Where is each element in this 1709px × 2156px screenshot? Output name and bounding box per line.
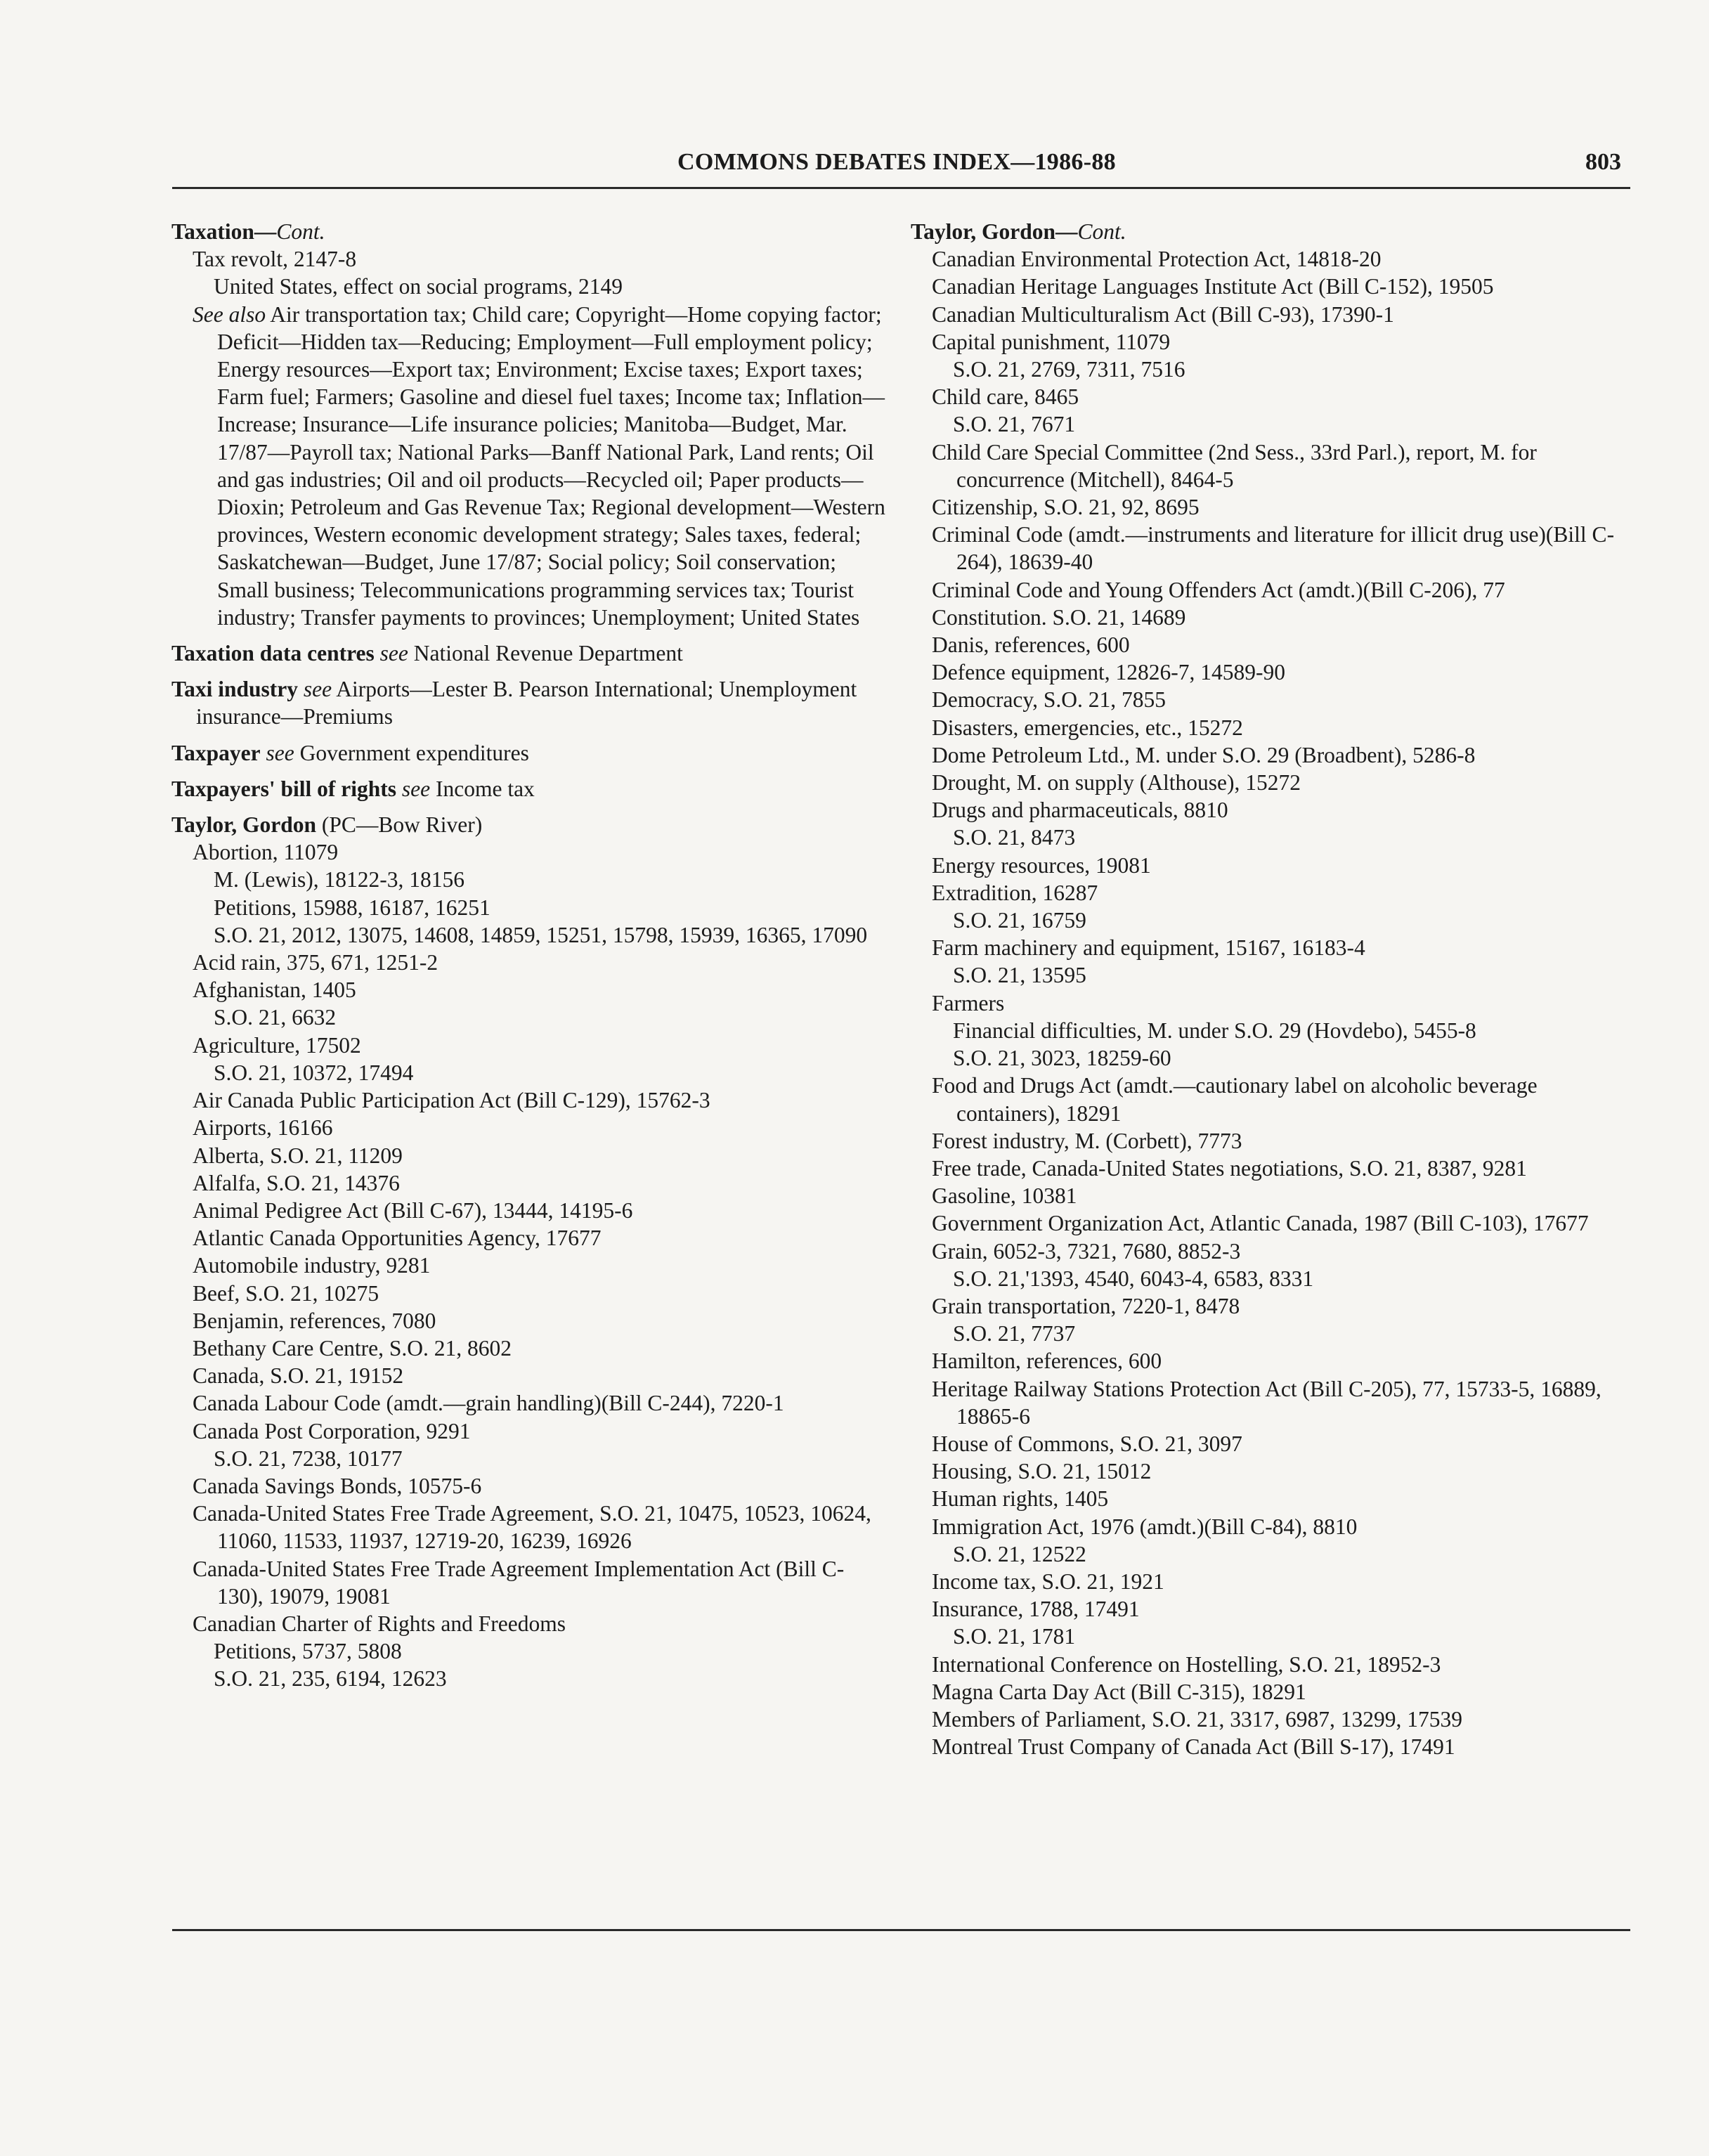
entry-text: Airports—Lester B. Pearson International; Unemployment insurance—Premiums	[196, 677, 857, 729]
entry-text: Canadian Charter of Rights and Freedoms	[193, 1611, 566, 1636]
index-subentry	[171, 1197, 888, 1224]
entry-text: S.O. 21, 12522	[953, 1541, 1086, 1566]
entry-text: Democracy, S.O. 21, 7855	[932, 687, 1167, 713]
index-subentry	[171, 949, 888, 976]
entry-text: National Revenue Department	[413, 641, 683, 666]
entry-text: Alberta, S.O. 21, 11209	[193, 1143, 403, 1168]
entry-text: Benjamin, references, 7080	[193, 1308, 436, 1333]
heading-term: Taylor, Gordon	[171, 812, 316, 838]
entry-text: Bethany Care Centre, S.O. 21, 8602	[193, 1335, 512, 1361]
entry-text: Government expenditures	[299, 740, 529, 765]
entry-text: Canada Savings Bonds, 10575-6	[193, 1473, 482, 1498]
index-subentry	[911, 1430, 1627, 1457]
entry-text: Citizenship, S.O. 21, 92, 8695	[932, 495, 1200, 520]
heading-term: Taxation data centres	[171, 641, 375, 666]
entry-text: Automobile industry, 9281	[193, 1253, 431, 1278]
heading-term: Taxpayer	[171, 740, 261, 765]
entry-text: S.O. 21, 235, 6194, 12623	[214, 1666, 447, 1691]
index-subentry	[911, 686, 1627, 713]
index-subentry	[171, 1142, 888, 1169]
entry-text: Alfalfa, S.O. 21, 14376	[193, 1170, 400, 1195]
index-subentry	[911, 1072, 1627, 1126]
index-subentry	[911, 1706, 1627, 1733]
index-subentry	[911, 245, 1627, 273]
index-subentry	[171, 1555, 888, 1610]
entry-text: S.O. 21, 2012, 13075, 14608, 14859, 15251, 15798, 15939, 16365, 17090	[214, 922, 868, 947]
index-heading	[171, 639, 888, 667]
index-column-right	[911, 218, 1627, 1760]
index-subentry	[911, 273, 1627, 300]
entry-text: Grain, 6052-3, 7321, 7680, 8852-3	[932, 1238, 1241, 1264]
entry-text: Montreal Trust Company of Canada Act (Bill S-17), 17491	[932, 1734, 1455, 1760]
index-subsubentry	[171, 866, 888, 893]
entry-text: Drugs and pharmaceuticals, 8810	[932, 798, 1228, 823]
entry-text: S.O. 21, 3023, 18259-60	[953, 1046, 1171, 1071]
index-subsubentry	[171, 1059, 888, 1086]
index-subentry	[911, 879, 1627, 907]
index-subsubentry	[911, 410, 1627, 438]
entry-text: Tax revolt, 2147-8	[193, 247, 357, 272]
index-subentry	[171, 301, 888, 631]
entry-text: Agriculture, 17502	[193, 1032, 361, 1058]
index-heading	[171, 739, 888, 767]
index-subentry	[911, 1678, 1627, 1706]
index-subentry	[171, 976, 888, 1004]
index-subentry	[911, 1733, 1627, 1760]
index-subsubentry	[171, 273, 888, 300]
index-subentry	[911, 989, 1627, 1017]
index-subentry	[911, 769, 1627, 796]
entry-text: Airports, 16166	[193, 1115, 333, 1141]
header-rule	[172, 187, 1630, 189]
entry-text: Air Canada Public Participation Act (Bill C-129), 15762-3	[193, 1088, 710, 1113]
entry-text: (PC—Bow River)	[321, 812, 483, 838]
entry-text: Criminal Code (amdt.—instruments and literature for illicit drug use)(Bill C-264), 18639-40	[932, 522, 1615, 575]
index-subentry	[171, 1417, 888, 1445]
index-subentry	[911, 934, 1627, 961]
index-subentry	[171, 1252, 888, 1279]
entry-text: Grain transportation, 7220-1, 8478	[932, 1293, 1240, 1318]
index-subentry	[171, 1472, 888, 1500]
entry-text: S.O. 21, 7737	[953, 1321, 1076, 1346]
entry-text: House of Commons, S.O. 21, 3097	[932, 1431, 1242, 1456]
index-subentry	[171, 1114, 888, 1141]
entry-text: Disasters, emergencies, etc., 15272	[932, 715, 1243, 740]
index-subentry	[911, 1182, 1627, 1209]
index-subentry	[911, 328, 1627, 356]
entry-text: Animal Pedigree Act (Bill C-67), 13444, 14195-6	[193, 1197, 633, 1223]
entry-text: Petitions, 15988, 16187, 16251	[214, 895, 490, 920]
index-subentry	[171, 838, 888, 866]
entry-text: S.O. 21, 2769, 7311, 7516	[953, 357, 1185, 382]
index-subsubentry	[911, 907, 1627, 934]
entry-text: Members of Parliament, S.O. 21, 3317, 6987, 13299, 17539	[932, 1706, 1463, 1732]
entry-text: S.O. 21, 1781	[953, 1624, 1076, 1649]
entry-text: Government Organization Act, Atlantic Canada, 1987 (Bill C-103), 17677	[932, 1211, 1589, 1236]
cross-reference-label: see	[379, 641, 408, 666]
entry-text: Petitions, 5737, 5808	[214, 1639, 402, 1664]
index-subentry	[171, 1500, 888, 1554]
index-subsubentry	[171, 894, 888, 921]
entry-text: Farm machinery and equipment, 15167, 16183-4	[932, 935, 1365, 961]
index-subentry	[911, 301, 1627, 328]
index-subentry	[171, 1224, 888, 1252]
cross-reference-label: See also	[193, 301, 266, 327]
entry-text: Hamilton, references, 600	[932, 1349, 1162, 1374]
entry-text: Drought, M. on supply (Althouse), 15272	[932, 770, 1301, 795]
page-title: COMMONS DEBATES INDEX—1986-88	[677, 149, 1116, 175]
entry-text: Housing, S.O. 21, 15012	[932, 1459, 1152, 1484]
heading-term: Taxi industry	[171, 677, 299, 702]
index-heading	[911, 218, 1627, 245]
entry-text: Canadian Heritage Languages Institute Act (Bill C-152), 19505	[932, 274, 1494, 299]
cross-reference-label: see	[266, 740, 294, 765]
entry-text: S.O. 21, 13595	[953, 963, 1086, 988]
entry-text: Heritage Railway Stations Protection Act (Bill C-205), 77, 15733-5, 16889, 18865-6	[932, 1376, 1601, 1429]
index-heading	[171, 218, 888, 245]
index-subentry	[171, 1280, 888, 1307]
entry-text: Free trade, Canada-United States negotiations, S.O. 21, 8387, 9281	[932, 1155, 1527, 1181]
index-subsubentry	[171, 1445, 888, 1472]
entry-text: Insurance, 1788, 17491	[932, 1597, 1140, 1622]
cross-reference-label: see	[303, 677, 332, 702]
entry-text: Constitution. S.O. 21, 14689	[932, 604, 1186, 630]
index-subentry	[911, 604, 1627, 631]
entry-text: Child Care Special Committee (2nd Sess., 33rd Parl.), report, M. for concurrence (Mitchell), 8464-5	[932, 439, 1537, 492]
entry-text: Beef, S.O. 21, 10275	[193, 1280, 379, 1306]
entry-text: S.O. 21, 7671	[953, 412, 1076, 437]
entry-text: Canada Labour Code (amdt.—grain handling)(Bill C-244), 7220-1	[193, 1391, 784, 1416]
index-subentry	[911, 493, 1627, 521]
entry-text: S.O. 21, 6632	[214, 1005, 337, 1030]
entry-text: Criminal Code and Young Offenders Act (amdt.)(Bill C-206), 77	[932, 577, 1505, 602]
entry-text: M. (Lewis), 18122-3, 18156	[214, 867, 464, 892]
index-subentry	[171, 1334, 888, 1362]
heading-term: Taxpayers' bill of rights	[171, 776, 396, 801]
index-subsubentry	[911, 961, 1627, 989]
cross-reference-label: see	[401, 776, 431, 801]
index-subentry	[911, 852, 1627, 879]
entry-text: Capital punishment, 11079	[932, 329, 1171, 354]
index-subentry	[911, 1568, 1627, 1595]
index-subentry	[911, 1485, 1627, 1512]
entry-text: Danis, references, 600	[932, 632, 1130, 658]
entry-text: Food and Drugs Act (amdt.—cautionary label on alcoholic beverage containers), 18291	[932, 1073, 1538, 1126]
entry-text: Dome Petroleum Ltd., M. under S.O. 29 (Broadbent), 5286-8	[932, 742, 1476, 767]
entry-text: Extradition, 16287	[932, 880, 1098, 905]
entry-text: Air transportation tax; Child care; Copyright—Home copying factor; Deficit—Hidden tax—Reducing; Employment—Full employment policy; Energy resources—Export tax; Environment; Excise taxes; Export taxes; Farm fuel; Farmers; Gasoline and diesel fuel taxes; Income tax; Inflation—Increase; Insurance—Life insurance policies; Manitoba—Budget, Mar. 17/87—Payroll tax; National Parks—Banff National Park, Land rents; Oil and gas industries; Oil and oil products—Recycled oil; Paper products—Dioxin; Petroleum and Gas Revenue Tax; Regional development—Western provinces, Western economic development strategy; Sales taxes, federal; Saskatchewan—Budget, June 17/87; Social policy; Soil conservation; Small business; Telecommunications programming services tax; Tourist industry; Transfer payments to provinces; Unemployment; United States	[217, 301, 885, 630]
index-subentry	[911, 1595, 1627, 1623]
index-subsubentry	[171, 1665, 888, 1692]
entry-text: Forest industry, M. (Corbett), 7773	[932, 1128, 1242, 1153]
index-subentry	[911, 1457, 1627, 1485]
entry-text: Human rights, 1405	[932, 1486, 1109, 1512]
index-subentry	[911, 1127, 1627, 1155]
entry-text: Magna Carta Day Act (Bill C-315), 18291	[932, 1679, 1306, 1704]
index-subsubentry	[911, 1623, 1627, 1650]
index-subentry	[171, 1362, 888, 1389]
entry-text: S.O. 21,'1393, 4540, 6043-4, 6583, 8331	[953, 1266, 1314, 1291]
entry-text: S.O. 21, 8473	[953, 825, 1076, 850]
index-subentry	[911, 1375, 1627, 1430]
index-subentry	[171, 1307, 888, 1334]
index-subsubentry	[171, 1004, 888, 1031]
entry-text: Child care, 8465	[932, 384, 1079, 410]
index-subsubentry	[171, 921, 888, 949]
entry-text: Canada-United States Free Trade Agreement Implementation Act (Bill C-130), 19079, 19081	[193, 1556, 845, 1609]
index-subentry	[911, 521, 1627, 576]
entry-text: Farmers	[932, 990, 1005, 1015]
index-subentry	[911, 1209, 1627, 1237]
index-subentry	[171, 245, 888, 273]
entry-text: Acid rain, 375, 671, 1251-2	[193, 950, 438, 975]
index-subentry	[171, 1610, 888, 1637]
index-subentry	[911, 439, 1627, 493]
page-header	[172, 149, 1621, 190]
index-subsubentry	[911, 1540, 1627, 1568]
continued-label: Cont.	[1077, 219, 1126, 244]
index-subentry	[911, 631, 1627, 658]
index-heading	[171, 811, 888, 838]
entry-text: Abortion, 11079	[193, 840, 339, 865]
index-subentry	[911, 1292, 1627, 1320]
footer-rule	[172, 1929, 1630, 1931]
entry-text: S.O. 21, 7238, 10177	[214, 1446, 403, 1471]
index-subentry	[911, 1513, 1627, 1540]
entry-text: Atlantic Canada Opportunities Agency, 17677	[193, 1226, 602, 1251]
index-subentry	[911, 1651, 1627, 1678]
heading-term: Taylor, Gordon—	[911, 219, 1078, 244]
index-subentry	[171, 1389, 888, 1417]
entry-text: Canadian Environmental Protection Act, 14818-20	[932, 247, 1382, 272]
index-subsubentry	[911, 356, 1627, 383]
index-subsubentry	[911, 1044, 1627, 1072]
entry-text: Income tax, S.O. 21, 1921	[932, 1569, 1164, 1594]
index-subentry	[911, 576, 1627, 604]
heading-term: Taxation—	[171, 219, 277, 244]
page-number: 803	[1585, 149, 1621, 175]
index-subentry	[911, 658, 1627, 686]
entry-text: Canada-United States Free Trade Agreement, S.O. 21, 10475, 10523, 10624, 11060, 11533, 11937, 12719-20, 16239, 16926	[193, 1501, 871, 1554]
index-subsubentry	[911, 1265, 1627, 1292]
entry-text: Canada Post Corporation, 9291	[193, 1418, 471, 1443]
entry-text: S.O. 21, 10372, 17494	[214, 1060, 414, 1085]
entry-text: Defence equipment, 12826-7, 14589-90	[932, 660, 1285, 685]
index-subentry	[911, 1347, 1627, 1375]
index-subentry	[171, 1032, 888, 1059]
entry-text: United States, effect on social programs, 2149	[214, 274, 623, 299]
entry-text: Financial difficulties, M. under S.O. 29 (Hovdebo), 5455-8	[953, 1018, 1476, 1043]
index-subsubentry	[911, 824, 1627, 851]
continued-label: Cont.	[276, 219, 325, 244]
entry-text: Canadian Multiculturalism Act (Bill C-93), 17390-1	[932, 301, 1394, 327]
entry-text: Immigration Act, 1976 (amdt.)(Bill C-84), 8810	[932, 1514, 1358, 1539]
index-subentry	[911, 1155, 1627, 1182]
index-subentry	[911, 383, 1627, 410]
index-subentry	[911, 796, 1627, 824]
entry-text: Gasoline, 10381	[932, 1183, 1077, 1209]
index-subentry	[171, 1086, 888, 1114]
index-subentry	[911, 1238, 1627, 1265]
index-subsubentry	[911, 1017, 1627, 1044]
index-heading	[171, 675, 888, 730]
index-subsubentry	[171, 1637, 888, 1665]
entry-text: S.O. 21, 16759	[953, 908, 1086, 933]
index-subsubentry	[911, 1320, 1627, 1347]
entry-text: Income tax	[435, 776, 535, 801]
entry-text: International Conference on Hostelling, S.O. 21, 18952-3	[932, 1651, 1441, 1677]
entry-text: Canada, S.O. 21, 19152	[193, 1363, 404, 1389]
index-subentry	[911, 714, 1627, 741]
index-subentry	[171, 1169, 888, 1197]
index-column-left	[171, 218, 888, 1693]
entry-text: Energy resources, 19081	[932, 852, 1151, 878]
index-heading	[171, 775, 888, 803]
entry-text: Afghanistan, 1405	[193, 978, 356, 1003]
index-subentry	[911, 741, 1627, 769]
